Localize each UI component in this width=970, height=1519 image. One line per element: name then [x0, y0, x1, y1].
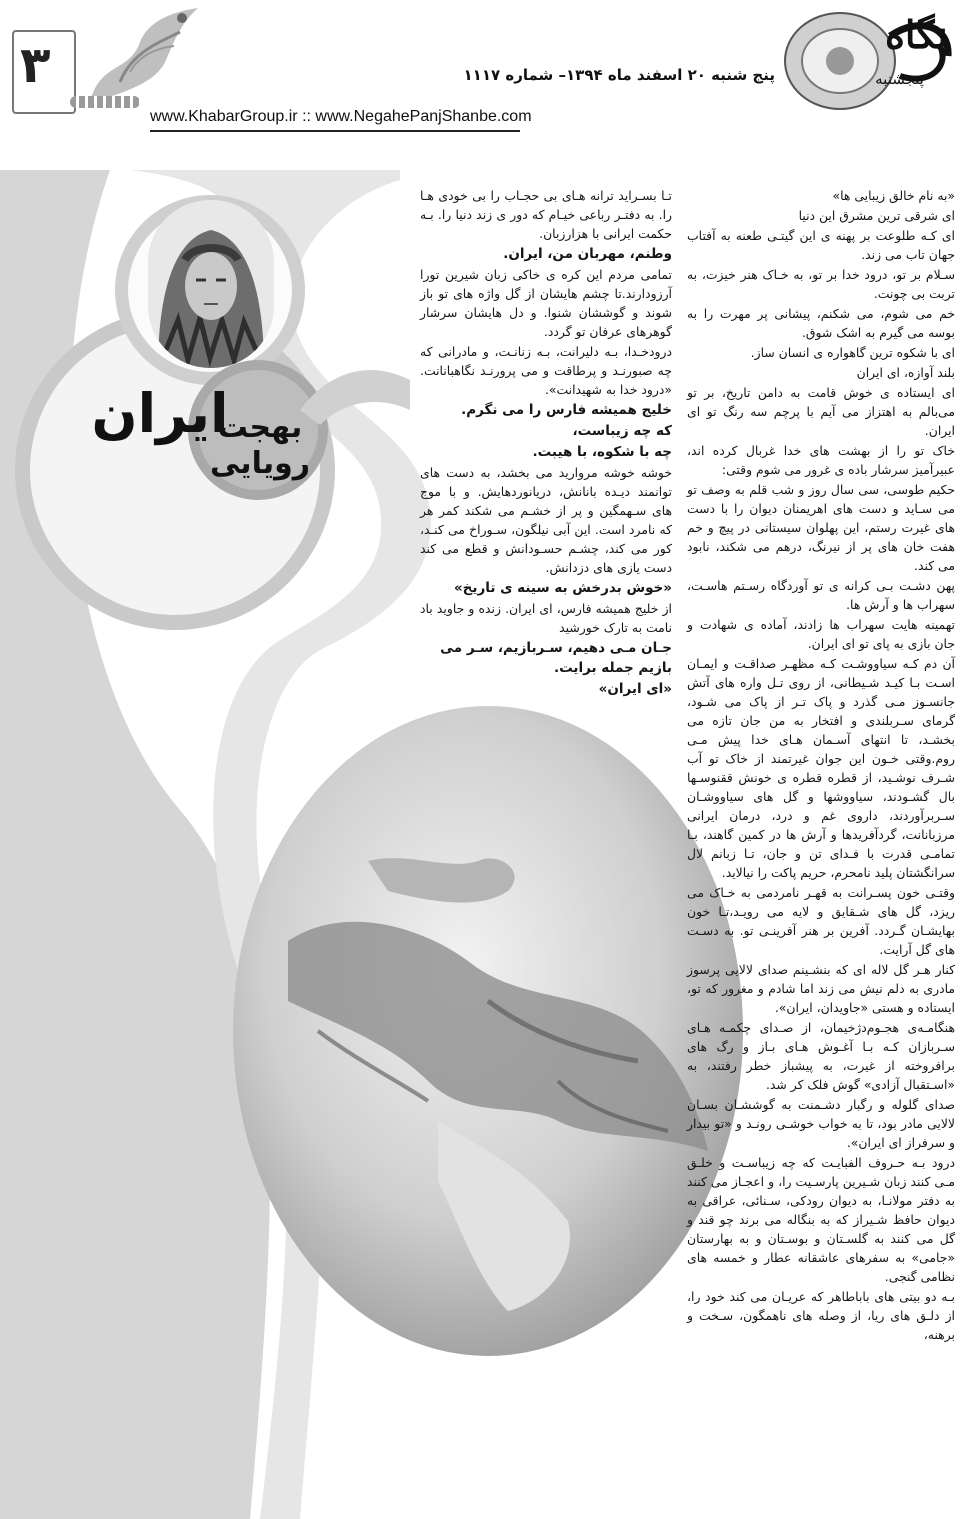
paragraph: بـه دو بیتی های باباطاهر که عریـان می کند خود را، از دلـق های ریا، از وصله های ناهمگون، سـخت و برهنه، [687, 1289, 955, 1342]
paragraph: از خلیج همیشه فارس، ای ایران. زنده و جاوید باد نامت به تارک خورشید [420, 601, 672, 635]
website-urls[interactable]: www.KhabarGroup.ir :: www.NegahePanjShanbe.com [150, 108, 532, 125]
author-photo [148, 200, 274, 368]
paragraph: جـان مـی دهیم، سـربازیم، سـر می بازیم جمله برایت. [440, 640, 672, 676]
header-underline [150, 130, 520, 132]
paragraph: تهمینه هایت سهراب ها زادند، آماده ی شهادت و جان بازی به پای تو ای ایران. [687, 617, 955, 651]
paragraph: ای کـه طلوعت بر پهنه ی این گیتـی طعنه به آفتاب جهان تاب می زند. [687, 228, 955, 262]
paragraph: «خوش بدرخش به سینه ی تاریخ» [453, 580, 672, 596]
paragraph: وقتـی خون پسـرانت به قهـر نامردمی به خـاک می ریزد، گل های شـقایق و لایه می رویـد،تـا خون بهایشـان گـردد. آفرین بر هنر آفرینـی تو. به دسـت های گل آرایت. [687, 885, 955, 957]
paragraph: صدای گلوله و رگبار دشـمنت به گوششـان بسـان لالایی مادر بود، تا به خواب خوشـی رونـد و «تو بیدار و سرفراز ای ایران». [687, 1097, 955, 1150]
paragraph: تـا بسـراید ترانه هـای بی حجـاب را بی خودی هـا را. به دفتـر رباعی خیـام که دور ی زند دنیا را. بـه حکمت ایرانی با هزارزبان. [420, 188, 672, 241]
logo-subtitle: پنجشنبه [875, 70, 924, 88]
paragraph: خوشه خوشه مروارید می بخشد، به دست های توانمند دیـده بانانش، دریانوردهایش. و با موج های سـهمگین و پر از خشـم می شکند کمر هر که نامرد است. این آبی نیلگون، سـوراخ می کنـد، کور می کند، چشـم حسـودانش و قطع می کند دست یازی های دزدانش. [420, 465, 672, 575]
satellite-globe-image [228, 701, 748, 1361]
paragraph: ای ایستاده ی خوش قامت به دامن تاریخ، بر تو می‌بالم به اهتزاز می آیم با پرچم سه رنگ تو ای ایران. [687, 385, 955, 438]
paragraph: حکیم طوسی، سی سال روز و شب قلم به وصف تو می سـاید و دست های اهریمنان دیوان را با دست های غیرت رستم، این پهلوان سیستانی در پیچ و خم هفت خان های پر از نیرنگ، درهم می شکند، نابود می کند. [687, 482, 955, 573]
paragraph: سـلام بر تو، درود خدا بر تو، به خـاک هنر خیزت، به تربت بی چونت. [687, 267, 955, 301]
newspaper-logo [780, 6, 960, 116]
beaded-chain-ornament [70, 96, 140, 108]
paragraph: چه با شکوه، با هیبت. [532, 444, 672, 460]
paragraph: درودخـدا، بـه دلیرانت، بـه زنانـت، و مادرانی که چه صبورنـد و پرطاقت و می پرورنـد نگاهبانانت. «درود خدا به شهیدانت». [420, 344, 672, 397]
paragraph: تمامی مردم این کره ی خاکی زبان شیرین تورا آرزودارند.تا چشم هایشان از گل واژه های تو باز شوند و گوششان شنوا. و دل هایشان سرشار گوهرهای عرفان تو گردد. [420, 267, 672, 339]
paragraph: ای شرقی ترین مشرق این دنیا [798, 208, 955, 223]
paragraph: «ای ایران» [598, 681, 672, 697]
paragraph: خاک تو را از بهشت های خدا غربال کرده اند، عبیرآمیز سرشار باده ی غرور می شوم وقتی: [687, 443, 955, 477]
author-first-name: بهجت [217, 410, 303, 445]
paragraph: بلند آوازه، ای ایران [856, 365, 955, 380]
article-title: ایران [91, 382, 229, 445]
paragraph: وطنم، مهربان من، ایران. [503, 246, 672, 262]
paragraph: هنگامـه‌ی هجـوم‌دژخیمان، از صـدای چکمـه هـای سـربازان کـه بـا آغـوش هـای بـاز و رگ های برافروخته از غیرت، به پیشباز خطر رفتند، به «اسـتقبال آزادی» گوش فلک کر شد. [687, 1020, 955, 1092]
paragraph: خلیج همیشه فارس را می نگرم. [461, 402, 672, 418]
paragraph: خم می شوم، می شکنم، پیشانی پر مهرت را به بوسه می گیرم به اشک شوق. [687, 306, 955, 340]
page-number: ۳ [20, 36, 51, 94]
paragraph: «به نام خالق زیبایی ها» [832, 188, 955, 203]
logo-title: نگاه [884, 12, 948, 57]
issue-date-line: پنج شنبه ۲۰ اسفند ماه ۱۳۹۴– شماره ۱۱۱۷ [463, 66, 775, 84]
author-portrait-icon [148, 200, 274, 368]
paragraph: پهن دشـت بـی کرانه ی تو آوردگاه رسـتم هاسـت، سهراب ها و آرش ها. [687, 578, 955, 612]
paragraph: آن دم کـه سیاووشـت کـه مظهـر صداقـت و ایمـان اسـت بـا کیـد شـیطانی، از روی تـل واره های آتش جانسـوز مـی گذرد و پاک تـر از پاک می شـود، گرمای سـربلندی و افتخار به من جان تازه می بخشـد، تا انتهای آسـمان هـای خدا پیش مـی روم.وقتی خـون این جوان غیرتمند از خاک تو آب شـرف نوشـید، از قطره قطره ی خونش ققنوسـها بال گشـودند، سیاووشها و گل های سیاووشـان سـربرآوردند، داروی غم و درد، درمان ایرانی مرزبانانت، گردآفریدها و آرش ها در کمین گاهند، بـا تمامـی قدرت با فـدای تن و جان، تـا زبانم لال سرانگشتان پلید نامحرم، حریم پاکت را نیالاید. [687, 656, 955, 880]
paragraph: ای با شکوه ترین گاهواره ی انسان ساز. [750, 345, 955, 360]
article-right-column [687, 186, 955, 1345]
paragraph: کنار هـر گل لاله ای که بنشـینم صدای لالایی پرسوز مادری به دلم نیش می زند اما شادم و مغرور که تو، ایستاده و هستی «جاویدان، ایران». [687, 962, 955, 1015]
author-name [185, 410, 335, 482]
article-middle-column [420, 186, 672, 700]
author-last-name: رویایی [209, 446, 311, 481]
paragraph: درود بـه حـروف الفبایـت که چه زیباسـت و خلـق مـی کنند زبان شـیرین پارسـیت را، و اعجـاز می کنند به دفتر مولانـا، به دیوان رودکی، سـنائی، عراقی به دیوان حافظ شـیراز که به بنگاله می برند چو قند و گل می کنند به گلسـتان و بوسـتان و به بهارستان «جامی» به سفرهای عاشقانه عطار و خمسه های نظامی گنجی. [687, 1155, 955, 1284]
paragraph: که چه زیباست، [572, 423, 672, 439]
